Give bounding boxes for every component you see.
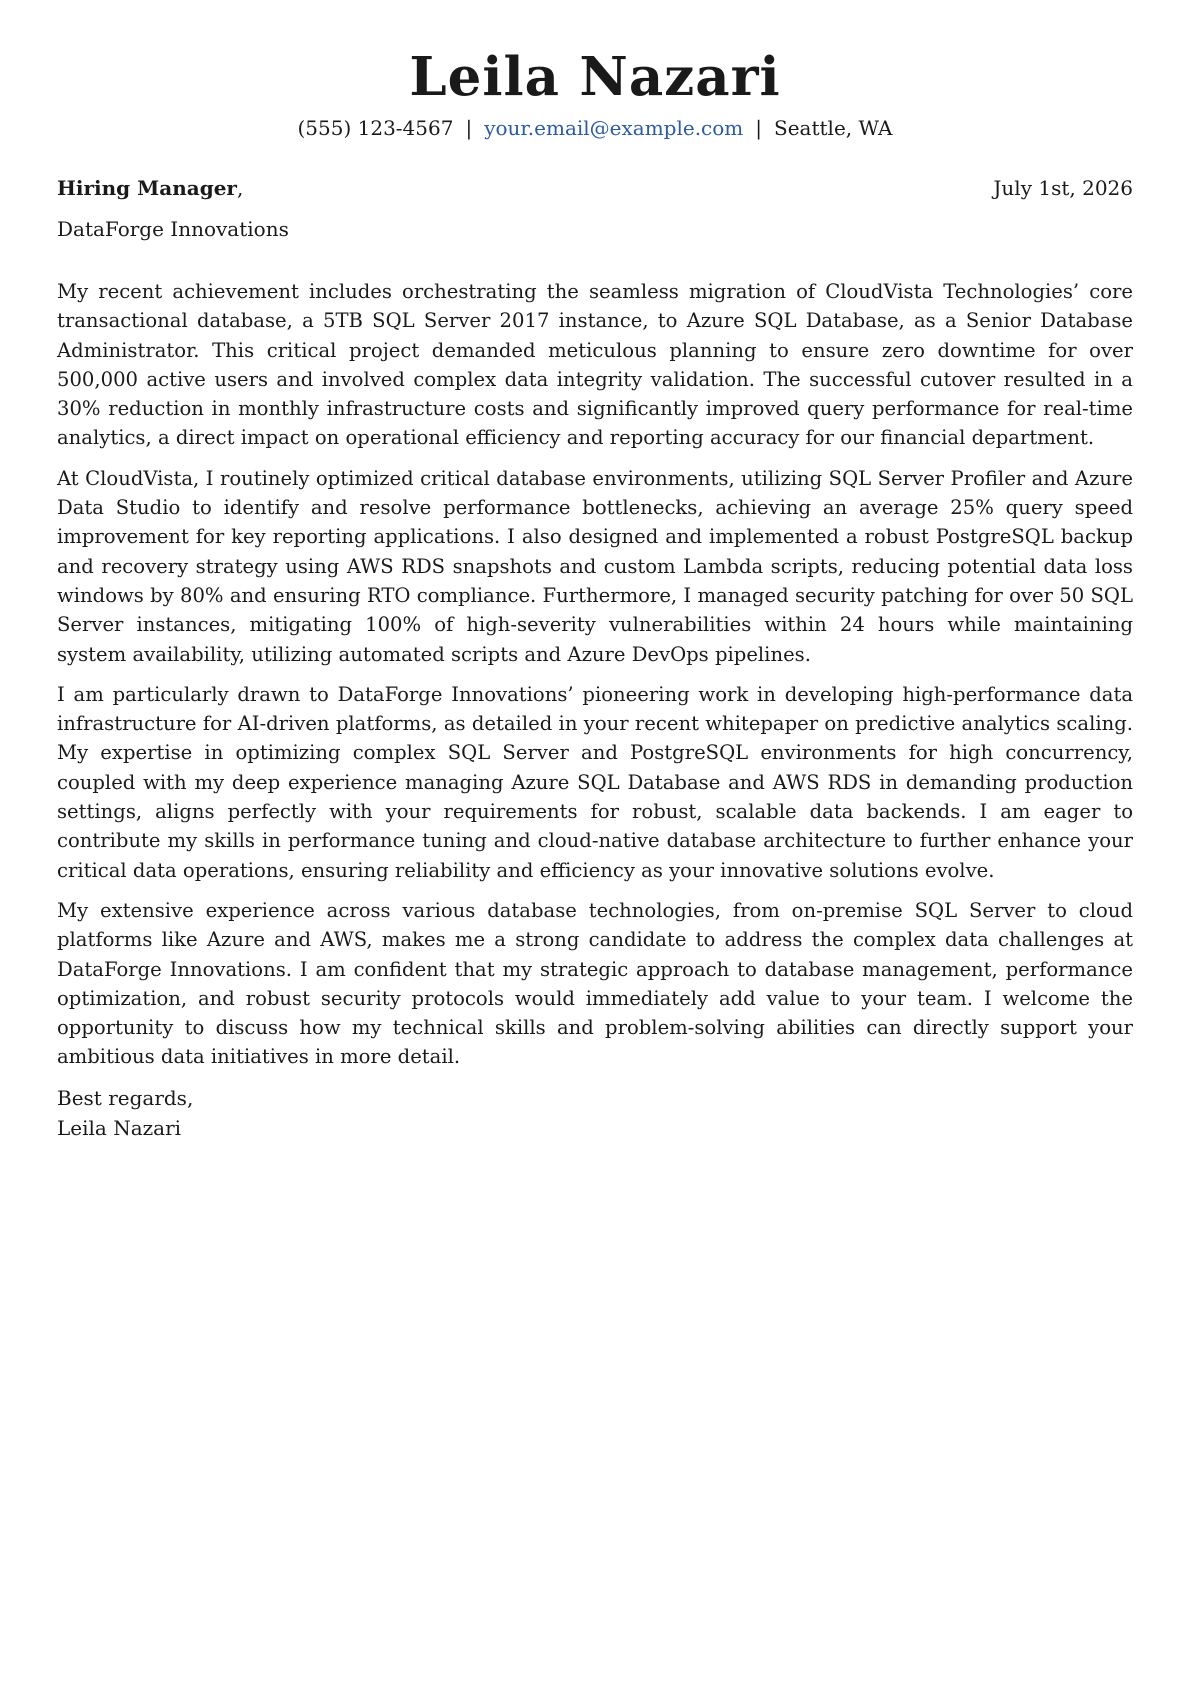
contact-separator: | (755, 116, 763, 140)
valediction: Best regards, (57, 1085, 194, 1110)
body-paragraph-4: My extensive experience across various database technologies, from on-premise SQL Server to cloud platforms like Azure and AWS, makes me a strong candidate to address the complex data challenges at DataForge Innovations. I am confident that my strategic approach to database management, performance optimization, and robust security protocols would immediately add value to your team. I welcome the opportunity to discuss how my technical skills and problem-solving abilities can directly support your ambitious data initiatives in more detail. (57, 898, 1133, 1069)
signature-name: Leila Nazari (57, 1115, 182, 1140)
body-paragraph-1: My recent achievement includes orchestrating the seamless migration of CloudVista Technologies’ core transactional database, a 5TB SQL Server 2017 instance, to Azure SQL Database, as a Senior Database Administrator. This critical project demanded meticulous planning to ensure zero downtime for over 500,000 active users and involved complex data integrity validation. The successful cutover resulted in a 30% reduction in monthly infrastructure costs and significantly improved query performance for real-time analytics, a direct impact on operational efficiency and reporting accuracy for our financial department. (57, 280, 1133, 450)
applicant-name: Leila Nazari (409, 46, 781, 108)
recipient-row (57, 173, 1133, 203)
email-link[interactable]: your.email@example.com (484, 116, 744, 140)
recipient-company: DataForge Innovations (57, 217, 289, 241)
contact-line (57, 113, 1133, 143)
closing-block (57, 1083, 1133, 1143)
body-paragraph-3: I am particularly drawn to DataForge Innovations’ pioneering work in developing high-performance data infrastructure for AI-driven platforms, as detailed in your recent whitepaper on predictive analytics scaling. My expertise in optimizing complex SQL Server and PostgreSQL environments for high concurrency, coupled with my deep experience managing Azure SQL Database and AWS RDS in demanding production settings, aligns perfectly with your requirements for robust, scalable data backends. I am eager to contribute my skills in performance tuning and cloud-native database architecture to further enhance your critical data operations, ensuring reliability and efficiency as your innovative solutions evolve. (57, 682, 1133, 882)
letter-date: July 1st, 2026 (993, 176, 1133, 200)
location: Seattle, WA (774, 116, 893, 140)
salutation (57, 173, 243, 203)
contact-separator: | (465, 116, 473, 140)
recipient-title: Hiring Manager (57, 176, 237, 200)
phone-number: (555) 123-4567 (297, 116, 454, 140)
salutation-comma: , (236, 176, 244, 200)
body-paragraph-2: At CloudVista, I routinely optimized critical database environments, utilizing SQL Server Profiler and Azure Data Studio to identify and resolve performance bottlenecks, achieving an average 25% query speed improvement for key reporting applications. I also designed and implemented a robust PostgreSQL backup and recovery strategy using AWS RDS snapshots and custom Lambda scripts, reducing potential data loss windows by 80% and ensuring RTO compliance. Furthermore, I managed security patching for over 50 SQL Server instances, mitigating 100% of high-severity vulnerabilities within 24 hours while maintaining system availability, utilizing automated scripts and Azure DevOps pipelines. (57, 466, 1133, 666)
